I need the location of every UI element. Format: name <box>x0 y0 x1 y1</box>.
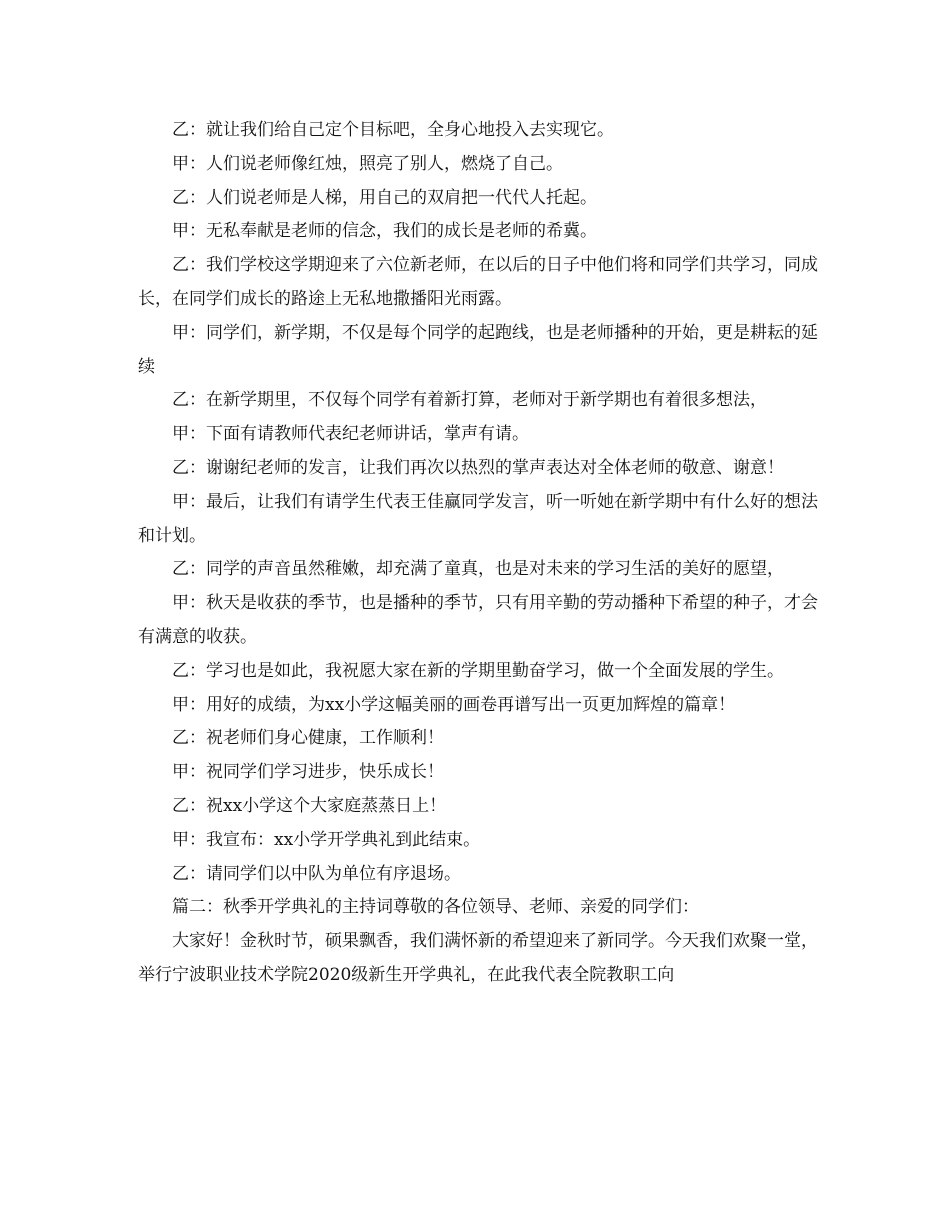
paragraph-12: 甲：秋天是收获的季节，也是播种的季节，只有用辛勤的劳动播种下希望的种子，才会有满意的收获。 <box>138 593 818 647</box>
paragraph-16: 甲：祝同学们学习进步，快乐成长！ <box>172 762 444 783</box>
paragraph-15: 乙：祝老师们身心健康，工作顺利！ <box>172 728 444 749</box>
paragraph-6: 甲：同学们，新学期，不仅是每个同学的起跑线，也是老师播种的开始，更是耕耘的延续 <box>138 322 818 377</box>
paragraph-14: 甲：用好的成绩，为xx小学这幅美丽的画卷再谱写出一页更加辉煌的篇章！ <box>172 694 736 715</box>
paragraph-8: 甲：下面有请教师代表纪老师讲话，掌声有请。 <box>172 424 529 445</box>
paragraph-5: 乙：我们学校这学期迎来了六位新老师，在以后的日子中他们将和同学们共学习，同成长，在同学们成长的路途上无私地撒播阳光雨露。 <box>138 255 818 309</box>
paragraph-21: 大家好！金秋时节，硕果飘香，我们满怀新的希望迎来了新同学。今天我们欢聚一堂，举行宁波职业技术学院2020级新生开学典礼，在此我代表全院教职工向 <box>138 931 818 985</box>
paragraph-19: 乙：请同学们以中队为单位有序退场。 <box>172 863 461 884</box>
paragraph-20: 篇二：秋季开学典礼的主持词尊敬的各位领导、老师、亲爱的同学们： <box>172 897 699 918</box>
document-body <box>138 114 818 993</box>
paragraph-10: 甲：最后，让我们有请学生代表王佳赢同学发言，听一听她在新学期中有什么好的想法和计划。 <box>138 491 818 546</box>
paragraph-18: 甲：我宣布：xx小学开学典礼到此结束。 <box>172 829 481 850</box>
paragraph-17: 乙：祝xx小学这个大家庭蒸蒸日上！ <box>172 795 447 816</box>
paragraph-4: 甲：无私奉献是老师的信念，我们的成长是老师的希冀。 <box>172 221 597 242</box>
paragraph-9: 乙：谢谢纪老师的发言，让我们再次以热烈的掌声表达对全体老师的敬意、谢意！ <box>172 457 784 478</box>
paragraph-13: 乙：学习也是如此，我祝愿大家在新的学期里勤奋学习，做一个全面发展的学生。 <box>172 660 784 681</box>
paragraph-1: 乙：就让我们给自己定个目标吧，全身心地投入去实现它。 <box>172 120 614 140</box>
paragraph-3: 乙：人们说老师是人梯，用自己的双肩把一代代人托起。 <box>172 187 597 208</box>
paragraph-7: 乙：在新学期里，不仅每个同学有着新打算，老师对于新学期也有着很多想法， <box>172 390 767 411</box>
paragraph-11: 乙：同学的声音虽然稚嫩，却充满了童真，也是对未来的学习生活的美好的愿望， <box>172 559 784 580</box>
paragraph-2: 甲：人们说老师像红烛，照亮了别人，燃烧了自己。 <box>172 153 563 174</box>
